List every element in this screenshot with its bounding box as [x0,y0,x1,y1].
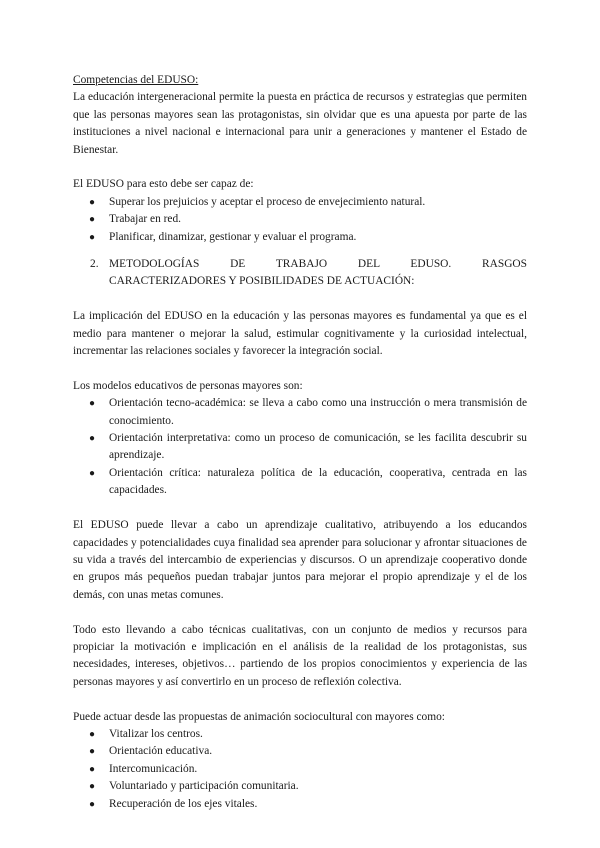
spacer [73,604,527,621]
list-item: ● Recuperación de los ejes vitales. [73,796,527,813]
spacer [73,159,527,176]
capaz-intro: El EDUSO para esto debe ser capaz de: [73,178,254,191]
list-item: ● Superar los prejuicios y aceptar el proceso de envejecimiento natural. [73,194,527,211]
spacer [73,360,527,377]
bullet-icon: ● [89,433,96,445]
list-item: ● Vitalizar los centros. [73,726,527,743]
bullet-icon: ● [89,781,96,793]
list-item: ● Voluntariado y participación comunitaria. [73,778,527,795]
bullet-icon: ● [89,728,96,740]
capaz-list [73,194,527,246]
list-item: ● Orientación educativa. [73,743,527,760]
spacer [73,291,527,308]
implicacion-paragraph: La implicación del EDUSO en la educación y las personas mayores es fundamental ya que es el medio para mantener o mejorar la salud, estimular cognitivamente y la curiosidad intelectual, incrementar las relaciones sociales y favorecer la integración social. [73,310,527,358]
bullet-icon: ● [89,214,96,226]
aprendizaje-paragraph: El EDUSO puede llevar a cabo un aprendizaje cualitativo, atribuyendo a los educandos capacidades y potencialidades cuya finalidad sea aprender para solucionar y afrontar situaciones de su vida a través del intercambio de experiencias y discursos. O un aprendizaje cooperativo donde en grupos más pequeños puedan trabajar juntos para mejorar el propio aprendizaje y el de los demás, con unas metas comunes. [73,519,527,601]
spacer [73,691,527,708]
tecnicas-paragraph: Todo esto llevando a cabo técnicas cualitativas, con un conjunto de medios y recursos para propiciar la motivación e implicación en el análisis de la realidad de los protagonistas, sus necesidades, intereses, objetivos… partiendo de los propios conocimientos y experiencia de las personas mayores y así convertirlo en un proceso de reflexión colectiva. [73,623,527,688]
section-2-title-line2: CARACTERIZADORES Y POSIBILIDADES DE ACTUACIÓN: [109,275,415,288]
section-number: 2. [90,258,99,271]
section-heading: Competencias del EDUSO: [73,74,199,86]
section-2-heading [73,256,527,291]
list-item: ● Trabajar en red. [73,211,527,228]
modelos-intro: Los modelos educativos de personas mayores son: [73,379,303,392]
section-2-title-line1: METODOLOGÍAS DE TRABAJO DEL EDUSO. RASGOS [109,258,527,271]
bullet-icon: ● [89,231,96,243]
spacer [73,500,527,517]
actuar-list [73,726,527,813]
list-item: ● Orientación tecno-académica: se lleva a cabo como una instrucción o mera transmisión de conocimiento. [89,397,527,427]
bullet-icon: ● [89,196,96,208]
list-item: ● Orientación interpretativa: como un proceso de comunicación, se les facilita descubrir su aprendizaje. [89,432,527,462]
bullet-icon: ● [89,763,96,775]
bullet-icon: ● [89,467,96,479]
list-item: ● Orientación crítica: naturaleza política de la educación, cooperativa, centrada en las capacidades. [89,466,527,497]
bullet-icon: ● [89,398,96,410]
list-item: ● Intercomunicación. [73,761,527,778]
bullet-icon: ● [89,798,96,810]
bullet-icon: ● [89,746,96,758]
modelos-list [73,395,527,499]
actuar-intro: Puede actuar desde las propuestas de animación sociocultural con mayores como: [73,710,445,723]
intro-paragraph: La educación intergeneracional permite la puesta en práctica de recursos y estrategias que permiten que las personas mayores sean las protagonistas, sin olvidar que es una apuesta por parte de las instituciones a nivel nacional e internacional para unir a generaciones y mantener el Estado de Bienestar. [73,91,527,156]
list-item: ● Planificar, dinamizar, gestionar y evaluar el programa. [73,229,527,246]
